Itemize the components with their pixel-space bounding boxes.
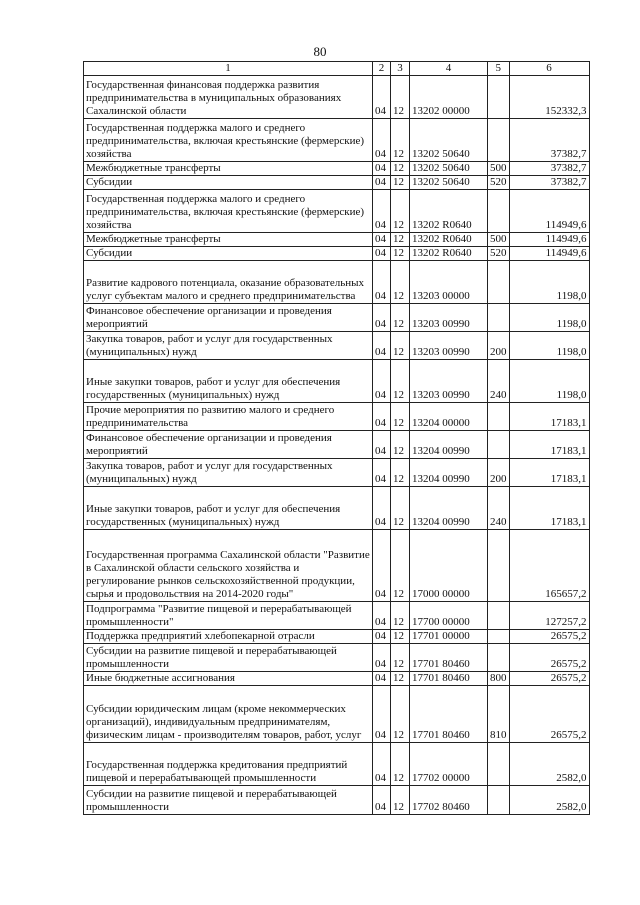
row-name: Государственная поддержка кредитования предприятий пищевой и перерабатывающей промышленности <box>84 743 373 786</box>
row-expense-type: 500 <box>488 162 510 176</box>
header-col-2: 2 <box>373 62 391 76</box>
row-razdel: 04 <box>373 360 391 403</box>
row-amount: 37382,7 <box>509 176 589 190</box>
row-target-article: 13204 00990 <box>410 431 488 459</box>
row-amount: 1198,0 <box>509 360 589 403</box>
row-podrazdel: 12 <box>391 686 410 743</box>
row-target-article: 13203 00990 <box>410 360 488 403</box>
row-amount: 17183,1 <box>509 403 589 431</box>
row-expense-type <box>488 403 510 431</box>
table-row <box>84 602 590 630</box>
row-name: Закупка товаров, работ и услуг для государственных (муниципальных) нужд <box>84 459 373 487</box>
row-expense-type <box>488 261 510 304</box>
row-podrazdel: 12 <box>391 786 410 815</box>
row-target-article: 17000 00000 <box>410 530 488 602</box>
row-target-article: 13202 50640 <box>410 162 488 176</box>
row-amount: 17183,1 <box>509 487 589 530</box>
row-podrazdel: 12 <box>391 233 410 247</box>
row-target-article: 17701 00000 <box>410 630 488 644</box>
row-amount: 17183,1 <box>509 431 589 459</box>
row-podrazdel: 12 <box>391 119 410 162</box>
row-podrazdel: 12 <box>391 261 410 304</box>
page-number: 80 <box>313 44 327 59</box>
row-target-article: 17702 80460 <box>410 786 488 815</box>
row-name: Государственная программа Сахалинской области "Развитие в Сахалинской области сельского хозяйства и регулирование рынков сельскохозяйственной продукции, сырья и продовольствия на 2014-2020 годы" <box>84 530 373 602</box>
row-amount: 1198,0 <box>509 304 589 332</box>
row-name: Подпрограмма "Развитие пищевой и перерабатывающей промышленности" <box>84 602 373 630</box>
row-razdel: 04 <box>373 119 391 162</box>
row-name: Финансовое обеспечение организации и проведения мероприятий <box>84 304 373 332</box>
row-name: Межбюджетные трансферты <box>84 233 373 247</box>
row-razdel: 04 <box>373 644 391 672</box>
row-amount: 152332,3 <box>509 76 589 119</box>
table-row <box>84 530 590 602</box>
row-podrazdel: 12 <box>391 247 410 261</box>
row-amount: 26575,2 <box>509 630 589 644</box>
row-name: Государственная поддержка малого и среднего предпринимательства, включая крестьянские (фермерские) хозяйства <box>84 119 373 162</box>
row-expense-type <box>488 743 510 786</box>
row-razdel: 04 <box>373 459 391 487</box>
row-podrazdel: 12 <box>391 304 410 332</box>
row-amount: 26575,2 <box>509 686 589 743</box>
table-row <box>84 786 590 815</box>
table-row <box>84 672 590 686</box>
table-row <box>84 686 590 743</box>
row-target-article: 13204 00990 <box>410 459 488 487</box>
row-target-article: 13202 R0640 <box>410 190 488 233</box>
row-name: Субсидии юридическим лицам (кроме некоммерческих организаций), индивидуальным предпринимателям, физическим лицам - производителям товаров, работ, услуг <box>84 686 373 743</box>
row-target-article: 13202 R0640 <box>410 247 488 261</box>
row-amount: 26575,2 <box>509 644 589 672</box>
header-col-1: 1 <box>84 62 373 76</box>
row-amount: 17183,1 <box>509 459 589 487</box>
row-name: Прочие мероприятия по развитию малого и среднего предпринимательства <box>84 403 373 431</box>
row-amount: 1198,0 <box>509 332 589 360</box>
row-name: Иные бюджетные ассигнования <box>84 672 373 686</box>
row-razdel: 04 <box>373 672 391 686</box>
row-name: Государственная поддержка малого и среднего предпринимательства, включая крестьянские (фермерские) хозяйства <box>84 190 373 233</box>
row-amount: 37382,7 <box>509 119 589 162</box>
row-podrazdel: 12 <box>391 602 410 630</box>
row-razdel: 04 <box>373 176 391 190</box>
table-row <box>84 459 590 487</box>
table-row <box>84 743 590 786</box>
row-podrazdel: 12 <box>391 487 410 530</box>
row-podrazdel: 12 <box>391 459 410 487</box>
row-target-article: 13202 00000 <box>410 76 488 119</box>
row-name: Финансовое обеспечение организации и проведения мероприятий <box>84 431 373 459</box>
table-row <box>84 119 590 162</box>
table-row <box>84 304 590 332</box>
row-name: Государственная финансовая поддержка развития предпринимательства в муниципальных образованиях Сахалинской области <box>84 76 373 119</box>
row-razdel: 04 <box>373 162 391 176</box>
row-amount: 2582,0 <box>509 786 589 815</box>
header-col-4: 4 <box>410 62 488 76</box>
row-podrazdel: 12 <box>391 332 410 360</box>
row-name: Поддержка предприятий хлебопекарной отрасли <box>84 630 373 644</box>
row-name: Субсидии на развитие пищевой и перерабатывающей промышленности <box>84 786 373 815</box>
row-expense-type <box>488 76 510 119</box>
row-expense-type <box>488 602 510 630</box>
table-row <box>84 487 590 530</box>
row-name: Закупка товаров, работ и услуг для государственных (муниципальных) нужд <box>84 332 373 360</box>
row-podrazdel: 12 <box>391 644 410 672</box>
row-expense-type: 800 <box>488 672 510 686</box>
table-row <box>84 76 590 119</box>
row-expense-type: 520 <box>488 247 510 261</box>
row-amount: 114949,6 <box>509 247 589 261</box>
row-target-article: 17702 00000 <box>410 743 488 786</box>
row-amount: 37382,7 <box>509 162 589 176</box>
row-target-article: 13202 R0640 <box>410 233 488 247</box>
table-row <box>84 630 590 644</box>
row-razdel: 04 <box>373 602 391 630</box>
table-row <box>84 162 590 176</box>
row-podrazdel: 12 <box>391 672 410 686</box>
row-name: Иные закупки товаров, работ и услуг для обеспечения государственных (муниципальных) нужд <box>84 487 373 530</box>
row-target-article: 17701 80460 <box>410 644 488 672</box>
table-row <box>84 403 590 431</box>
table-row <box>84 233 590 247</box>
budget-table <box>83 61 590 815</box>
header-col-5: 5 <box>488 62 510 76</box>
row-expense-type: 200 <box>488 459 510 487</box>
row-expense-type <box>488 786 510 815</box>
row-podrazdel: 12 <box>391 162 410 176</box>
table-row <box>84 644 590 672</box>
row-razdel: 04 <box>373 530 391 602</box>
row-amount: 165657,2 <box>509 530 589 602</box>
header-row <box>84 62 590 76</box>
row-expense-type <box>488 431 510 459</box>
row-target-article: 17700 00000 <box>410 602 488 630</box>
row-target-article: 17701 80460 <box>410 672 488 686</box>
row-target-article: 13203 00990 <box>410 304 488 332</box>
row-razdel: 04 <box>373 431 391 459</box>
row-expense-type <box>488 119 510 162</box>
row-target-article: 13203 00000 <box>410 261 488 304</box>
row-expense-type: 810 <box>488 686 510 743</box>
row-expense-type: 200 <box>488 332 510 360</box>
row-name: Иные закупки товаров, работ и услуг для обеспечения государственных (муниципальных) нужд <box>84 360 373 403</box>
row-amount: 26575,2 <box>509 672 589 686</box>
table-row <box>84 190 590 233</box>
row-razdel: 04 <box>373 487 391 530</box>
row-target-article: 13204 00990 <box>410 487 488 530</box>
table-row <box>84 261 590 304</box>
row-razdel: 04 <box>373 304 391 332</box>
row-amount: 127257,2 <box>509 602 589 630</box>
row-name: Развитие кадрового потенциала, оказание образовательных услуг субъектам малого и среднего предпринимательства <box>84 261 373 304</box>
row-razdel: 04 <box>373 630 391 644</box>
row-razdel: 04 <box>373 76 391 119</box>
row-expense-type: 500 <box>488 233 510 247</box>
row-expense-type: 240 <box>488 487 510 530</box>
table-row <box>84 332 590 360</box>
row-expense-type <box>488 190 510 233</box>
row-name: Субсидии <box>84 176 373 190</box>
row-expense-type: 520 <box>488 176 510 190</box>
row-podrazdel: 12 <box>391 190 410 233</box>
row-podrazdel: 12 <box>391 530 410 602</box>
row-name: Межбюджетные трансферты <box>84 162 373 176</box>
row-razdel: 04 <box>373 261 391 304</box>
row-target-article: 13202 50640 <box>410 119 488 162</box>
row-razdel: 04 <box>373 786 391 815</box>
row-razdel: 04 <box>373 686 391 743</box>
row-podrazdel: 12 <box>391 431 410 459</box>
row-razdel: 04 <box>373 743 391 786</box>
row-amount: 114949,6 <box>509 233 589 247</box>
row-target-article: 13204 00000 <box>410 403 488 431</box>
row-podrazdel: 12 <box>391 76 410 119</box>
row-expense-type <box>488 530 510 602</box>
row-expense-type <box>488 644 510 672</box>
row-expense-type <box>488 630 510 644</box>
row-target-article: 13202 50640 <box>410 176 488 190</box>
row-name: Субсидии <box>84 247 373 261</box>
header-col-3: 3 <box>391 62 410 76</box>
row-razdel: 04 <box>373 403 391 431</box>
table-row <box>84 431 590 459</box>
row-podrazdel: 12 <box>391 360 410 403</box>
row-razdel: 04 <box>373 247 391 261</box>
row-razdel: 04 <box>373 190 391 233</box>
row-amount: 114949,6 <box>509 190 589 233</box>
row-podrazdel: 12 <box>391 743 410 786</box>
row-amount: 2582,0 <box>509 743 589 786</box>
row-razdel: 04 <box>373 233 391 247</box>
table-row <box>84 247 590 261</box>
header-col-6: 6 <box>509 62 589 76</box>
row-target-article: 17701 80460 <box>410 686 488 743</box>
row-podrazdel: 12 <box>391 403 410 431</box>
table-row <box>84 176 590 190</box>
table-row <box>84 360 590 403</box>
row-podrazdel: 12 <box>391 176 410 190</box>
row-name: Субсидии на развитие пищевой и перерабатывающей промышленности <box>84 644 373 672</box>
row-target-article: 13203 00990 <box>410 332 488 360</box>
row-expense-type <box>488 304 510 332</box>
row-podrazdel: 12 <box>391 630 410 644</box>
row-amount: 1198,0 <box>509 261 589 304</box>
row-razdel: 04 <box>373 332 391 360</box>
row-expense-type: 240 <box>488 360 510 403</box>
